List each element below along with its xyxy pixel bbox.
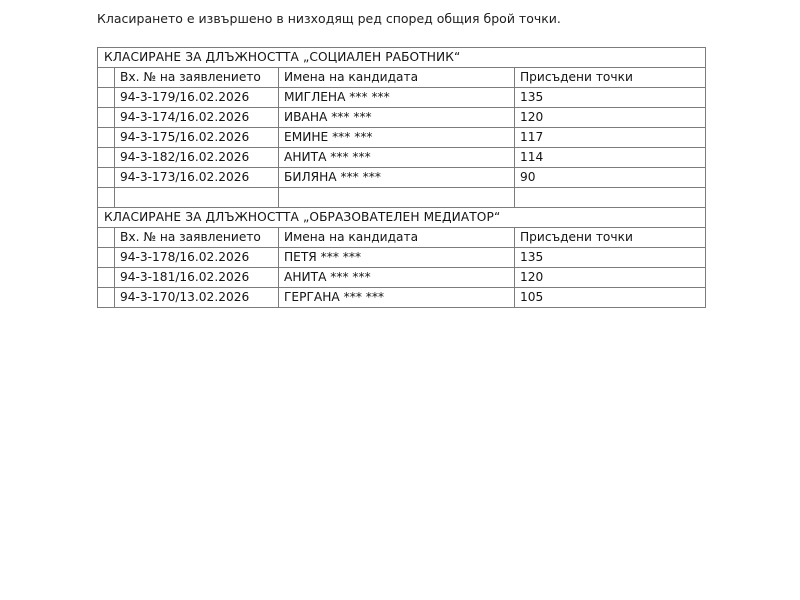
table-row [98,268,706,288]
cell-application-number: 94-3-182/16.02.2026 [115,148,279,168]
column-header-row [98,68,706,88]
cell-points: 120 [515,108,706,128]
column-header-application-number: Вх. № на заявлението [115,228,279,248]
table-row [98,148,706,168]
section-title-row [98,208,706,228]
row-index-cell [98,108,115,128]
row-index-cell [98,88,115,108]
table-row [98,108,706,128]
cell-points: 135 [515,248,706,268]
table-row [98,248,706,268]
row-index-cell [98,248,115,268]
row-index-cell [98,148,115,168]
cell-points: 120 [515,268,706,288]
cell-points: 90 [515,168,706,188]
cell-candidate-name: ИВАНА *** *** [279,108,515,128]
row-index-cell [98,268,115,288]
cell-application-number: 94-3-175/16.02.2026 [115,128,279,148]
column-header-points: Присъдени точки [515,68,706,88]
cell-application-number: 94-3-170/13.02.2026 [115,288,279,308]
cell-candidate-name: АНИТА *** *** [279,148,515,168]
cell-application-number: 94-3-174/16.02.2026 [115,108,279,128]
empty-cell-points [515,188,706,208]
cell-candidate-name: АНИТА *** *** [279,268,515,288]
cell-candidate-name: ЕМИНЕ *** *** [279,128,515,148]
section-title-row [98,48,706,68]
table-row [98,88,706,108]
cell-points: 105 [515,288,706,308]
intro-paragraph: Класирането е извършено в низходящ ред според общия брой точки. [97,11,561,26]
empty-cell-appno [115,188,279,208]
column-header-candidate-name: Имена на кандидата [279,68,515,88]
cell-candidate-name: ПЕТЯ *** *** [279,248,515,268]
cell-candidate-name: БИЛЯНА *** *** [279,168,515,188]
empty-cell-name [279,188,515,208]
table-spacer-row [98,188,706,208]
empty-cell-spacer [98,188,115,208]
column-header-candidate-name: Имена на кандидата [279,228,515,248]
column-header-row [98,228,706,248]
cell-candidate-name: МИГЛЕНА *** *** [279,88,515,108]
cell-points: 114 [515,148,706,168]
column-header-application-number: Вх. № на заявлението [115,68,279,88]
column-header-points: Присъдени точки [515,228,706,248]
cell-application-number: 94-3-181/16.02.2026 [115,268,279,288]
row-index-cell [98,288,115,308]
section-title: КЛАСИРАНЕ ЗА ДЛЪЖНОСТТА „ОБРАЗОВАТЕЛЕН МЕДИАТОР“ [98,208,706,228]
row-index-cell [98,168,115,188]
table-row [98,288,706,308]
cell-candidate-name: ГЕРГАНА *** *** [279,288,515,308]
row-index-header-cell [98,228,115,248]
cell-application-number: 94-3-179/16.02.2026 [115,88,279,108]
cell-points: 135 [515,88,706,108]
table-row [98,168,706,188]
section-title: КЛАСИРАНЕ ЗА ДЛЪЖНОСТТА „СОЦИАЛЕН РАБОТНИК“ [98,48,706,68]
cell-application-number: 94-3-178/16.02.2026 [115,248,279,268]
row-index-header-cell [98,68,115,88]
table-row [98,128,706,148]
ranking-table [97,47,706,308]
row-index-cell [98,128,115,148]
ranking-table-body [98,48,706,308]
cell-application-number: 94-3-173/16.02.2026 [115,168,279,188]
cell-points: 117 [515,128,706,148]
